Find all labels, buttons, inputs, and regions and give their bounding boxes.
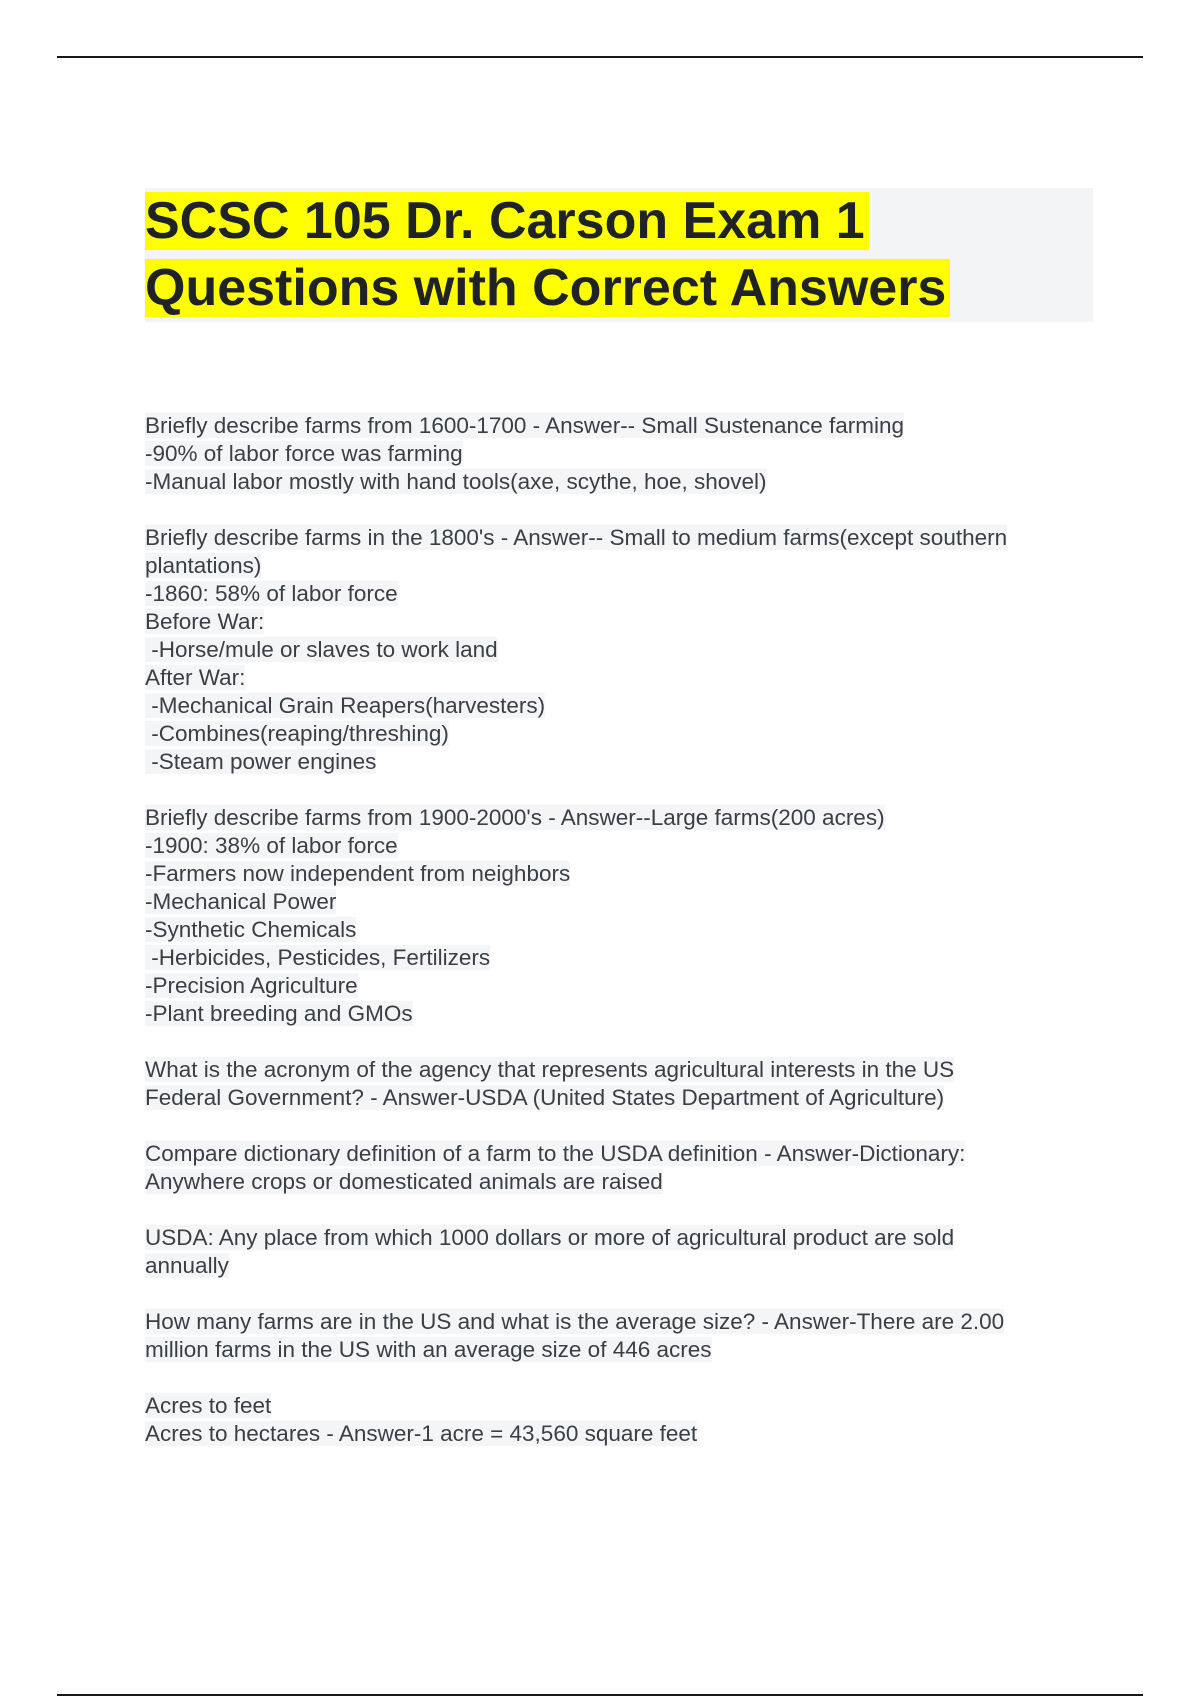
qa-line-text: million farms in the US with an average size of 446 acres: [145, 1337, 712, 1362]
qa-line-text: annually: [145, 1253, 229, 1278]
qa-line-text: -90% of labor force was farming: [145, 441, 463, 466]
qa-line-text: -1900: 38% of labor force: [145, 833, 398, 858]
qa-line-text: Briefly describe farms from 1900-2000's - Answer--Large farms(200 acres): [145, 805, 885, 830]
qa-line: [145, 1420, 1095, 1448]
qa-line: [145, 1336, 1095, 1364]
bottom-rule: [57, 1694, 1143, 1696]
qa-line-text: How many farms are in the US and what is the average size? - Answer-There are 2.00: [145, 1309, 1005, 1334]
qa-line-text: Briefly describe farms in the 1800's - Answer-- Small to medium farms(except southern: [145, 525, 1008, 550]
qa-line: [145, 1392, 1095, 1420]
qa-line: [145, 720, 1095, 748]
qa-line: [145, 860, 1095, 888]
qa-line-text: Federal Government? - Answer-USDA (United States Department of Agriculture): [145, 1085, 945, 1110]
qa-line: [145, 1056, 1095, 1084]
qa-content: [145, 412, 1095, 1476]
qa-line-text: Before War:: [145, 609, 265, 634]
qa-line-text: -Manual labor mostly with hand tools(axe, scythe, hoe, shovel): [145, 469, 767, 494]
qa-line-text: After War:: [145, 665, 246, 690]
qa-line: [145, 692, 1095, 720]
qa-line: [145, 748, 1095, 776]
qa-line: [145, 664, 1095, 692]
qa-block: [145, 412, 1095, 496]
qa-line: [145, 1308, 1095, 1336]
qa-line: [145, 1084, 1095, 1112]
qa-line: [145, 916, 1095, 944]
qa-line: [145, 944, 1095, 972]
qa-line: [145, 636, 1095, 664]
qa-line: [145, 524, 1095, 552]
qa-line-text: -Horse/mule or slaves to work land: [145, 637, 498, 662]
qa-line-text: -Synthetic Chemicals: [145, 917, 357, 942]
qa-block: [145, 524, 1095, 776]
title-line-1: SCSC 105 Dr. Carson Exam 1: [145, 192, 869, 250]
qa-line-text: USDA: Any place from which 1000 dollars or more of agricultural product are sold: [145, 1225, 955, 1250]
qa-line: [145, 440, 1095, 468]
qa-line-text: -1860: 58% of labor force: [145, 581, 398, 606]
qa-line-text: -Plant breeding and GMOs: [145, 1001, 413, 1026]
qa-line-text: What is the acronym of the agency that represents agricultural interests in the US: [145, 1057, 955, 1082]
qa-line: [145, 412, 1095, 440]
qa-block: [145, 1140, 1095, 1196]
qa-line: [145, 1252, 1095, 1280]
qa-line: [145, 1168, 1095, 1196]
qa-line-text: -Farmers now independent from neighbors: [145, 861, 571, 886]
qa-line: [145, 608, 1095, 636]
qa-block: [145, 1308, 1095, 1364]
qa-line: [145, 552, 1095, 580]
qa-line-text: -Mechanical Power: [145, 889, 337, 914]
qa-line-text: Acres to feet: [145, 1393, 272, 1418]
qa-line-text: -Herbicides, Pesticides, Fertilizers: [145, 945, 491, 970]
qa-block: [145, 804, 1095, 1028]
qa-block: [145, 1056, 1095, 1112]
top-rule: [57, 56, 1143, 58]
qa-line-text: -Mechanical Grain Reapers(harvesters): [145, 693, 546, 718]
document-title: [145, 188, 950, 322]
title-line-2: Questions with Correct Answers: [145, 259, 950, 317]
qa-line: [145, 832, 1095, 860]
qa-line: [145, 972, 1095, 1000]
qa-line: [145, 1224, 1095, 1252]
qa-line-text: plantations): [145, 553, 262, 578]
qa-block: [145, 1224, 1095, 1280]
qa-line: [145, 804, 1095, 832]
qa-line: [145, 580, 1095, 608]
qa-line: [145, 1000, 1095, 1028]
qa-line-text: -Steam power engines: [145, 749, 377, 774]
qa-line: [145, 1140, 1095, 1168]
qa-line-text: Anywhere crops or domesticated animals are raised: [145, 1169, 663, 1194]
qa-line-text: -Precision Agriculture: [145, 973, 358, 998]
qa-line-text: Compare dictionary definition of a farm to the USDA definition - Answer-Dictionary:: [145, 1141, 966, 1166]
qa-line: [145, 888, 1095, 916]
qa-line-text: -Combines(reaping/threshing): [145, 721, 449, 746]
qa-line-text: Briefly describe farms from 1600-1700 - Answer-- Small Sustenance farming: [145, 413, 905, 438]
qa-block: [145, 1392, 1095, 1448]
qa-line: [145, 468, 1095, 496]
qa-line-text: Acres to hectares - Answer-1 acre = 43,560 square feet: [145, 1421, 698, 1446]
